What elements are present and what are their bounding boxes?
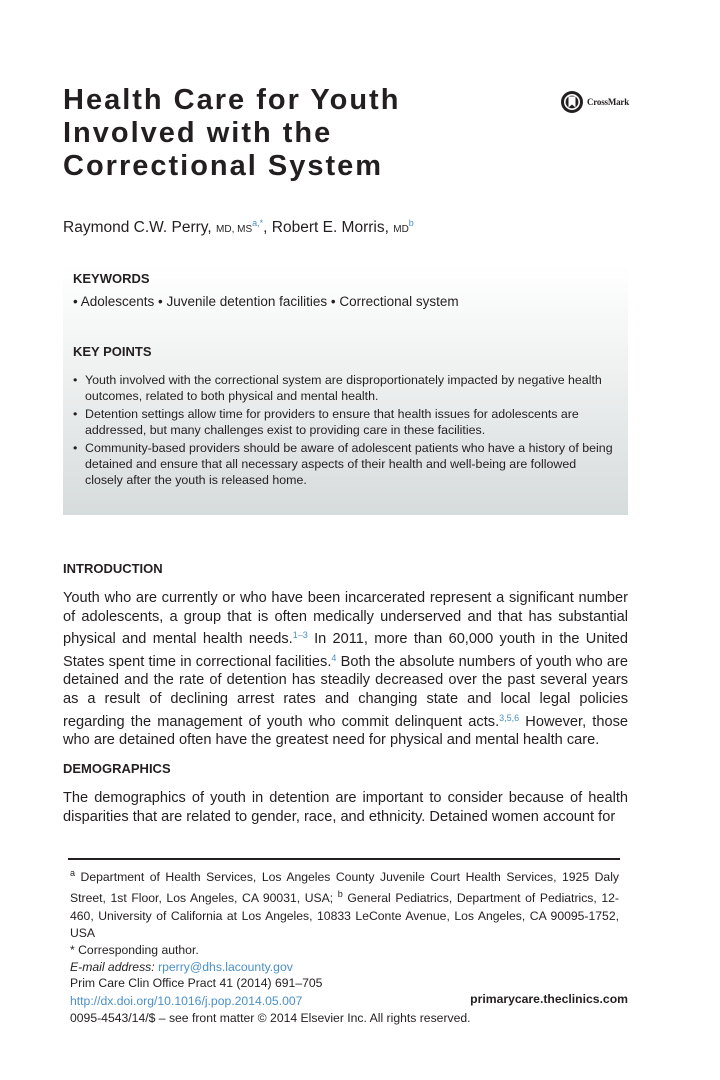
title-line-2: Involved with the — [63, 117, 333, 149]
intro-text-4: However, those who are detained often have the greatest need for physical and mental health care. — [63, 713, 628, 749]
crossmark-label: CrossMark — [587, 97, 630, 107]
citation-ref[interactable]: 3,5,6 — [499, 712, 520, 723]
corresponding-author: * Corresponding author. — [70, 943, 199, 958]
affiliations — [70, 865, 619, 942]
citation-ref[interactable]: 4 — [331, 652, 337, 663]
journal-info — [70, 975, 471, 1028]
author-2-degree: MD — [393, 224, 409, 235]
article-title — [63, 84, 483, 183]
author-1-name: Raymond C.W. Perry, — [63, 219, 212, 236]
author-line — [63, 218, 414, 237]
citation-ref[interactable]: 1–3 — [292, 630, 308, 641]
key-points-list — [73, 372, 613, 490]
key-points-heading: KEY POINTS — [73, 344, 152, 359]
journal-citation: Prim Care Clin Office Pract 41 (2014) 691–705 — [70, 976, 323, 990]
author-1-degree: MD, MS — [216, 224, 253, 235]
intro-text-1: Youth who are currently or who have been incarcerated represent a significant number of adolescents, a group that is often medically underserved and that has substantial physical and mental health needs. — [63, 590, 628, 648]
intro-text-2: In 2011, more than 60,000 youth in the United States spent time in correctional facilities. — [63, 631, 628, 670]
keywords-heading: KEYWORDS — [73, 271, 150, 286]
author-2-name: Robert E. Morris, — [271, 219, 389, 236]
key-point-item: • Youth involved with the correctional system are disproportionately impacted by negative health outcomes, related to both physical and mental health. — [73, 372, 613, 404]
journal-site-link[interactable]: primarycare.theclinics.com — [470, 992, 628, 1006]
title-line-3: Correctional System — [63, 150, 384, 182]
intro-text-3: Both the absolute numbers of youth who are detained and the rate of detention has steadily decreased over the past several years as a result of declining arrest rates and changing state and local legal policies regarding the management of youth who commit delinquent acts. — [63, 653, 628, 730]
email-label: E-mail address: — [70, 960, 155, 975]
copyright-line: 0095-4543/14/$ – see front matter © 2014 Elsevier Inc. All rights reserved. — [70, 1011, 471, 1025]
keywords-keypoints-box — [63, 266, 628, 515]
crossmark-icon — [560, 90, 584, 114]
affiliation-a: Department of Health Services, Los Angeles County Juvenile Court Health Services, 1925 Daly Street, 1st Floor, Los Angeles, CA 90031, USA; — [70, 870, 619, 906]
footnotes — [70, 865, 619, 977]
author-1-affiliation[interactable]: a,* — [252, 218, 264, 228]
introduction-paragraph — [63, 589, 628, 750]
author-separator: , — [263, 219, 268, 236]
affiliation-a-mark: a — [70, 868, 76, 878]
demographics-paragraph: The demographics of youth in detention are important to consider because of health disparities that are related to gender, race, and ethnicity. Detained women account for — [63, 790, 628, 825]
author-2-affiliation[interactable]: b — [408, 218, 414, 228]
doi-link[interactable]: http://dx.doi.org/10.1016/j.pop.2014.05.007 — [70, 993, 303, 1008]
introduction-heading: INTRODUCTION — [63, 561, 163, 576]
title-line-1: Health Care for Youth — [63, 84, 401, 116]
key-point-item: • Community-based providers should be aware of adolescent patients who have a history of being detained and ensure that all necessary aspects of their health and well-being are followed closely after the youth is released home. — [73, 440, 613, 488]
demographics-heading: DEMOGRAPHICS — [63, 761, 171, 776]
affiliation-b-mark: b — [337, 889, 343, 900]
key-point-item: • Detention settings allow time for providers to ensure that health issues for adolescents are addressed, but many challenges exist to providing care in these facilities. — [73, 406, 613, 438]
affiliation-b: General Pediatrics, Department of Pediatrics, 12-460, University of California at Los Angeles, 10833 LeConte Avenue, Los Angeles, CA 90095-1752, USA — [70, 891, 619, 940]
footnote-divider — [68, 858, 620, 860]
keywords-list: • Adolescents • Juvenile detention facilities • Correctional system — [73, 294, 459, 309]
crossmark-badge[interactable] — [560, 90, 629, 114]
email-link[interactable]: rperry@dhs.lacounty.gov — [158, 960, 293, 975]
